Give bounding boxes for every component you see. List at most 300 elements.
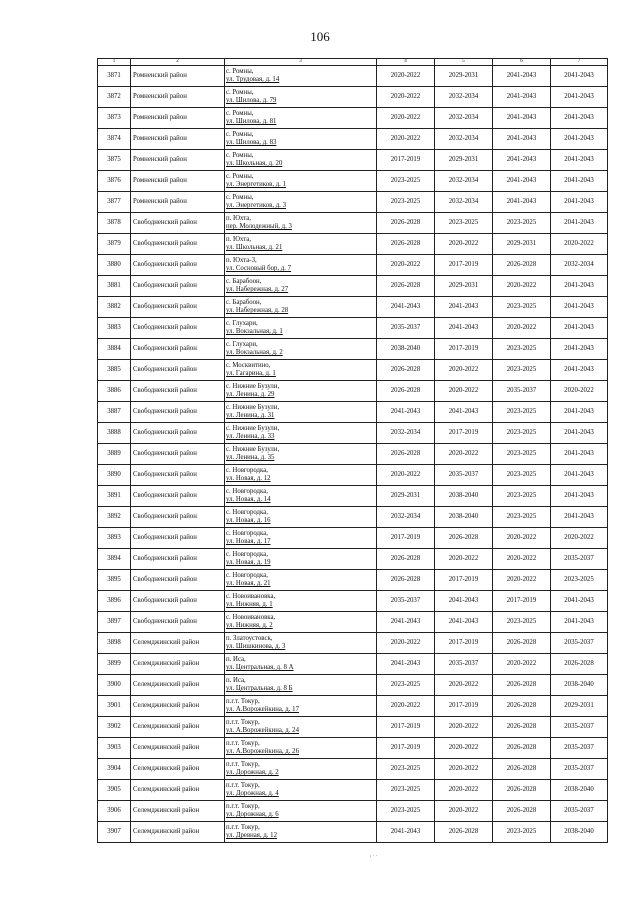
period-cell: 2041-2043 bbox=[493, 108, 551, 129]
address-cell bbox=[225, 423, 377, 444]
period-cell: 2020-2022 bbox=[493, 549, 551, 570]
period-cell: 2038-2040 bbox=[435, 507, 493, 528]
address-cell bbox=[225, 465, 377, 486]
district-cell: Свободненский район bbox=[131, 318, 225, 339]
period-cell: 2023-2025 bbox=[377, 675, 435, 696]
address-street: ул. Центральная, д. 8 А bbox=[226, 664, 294, 671]
district-cell: Ромненский район bbox=[131, 129, 225, 150]
address-cell bbox=[225, 612, 377, 633]
period-cell: 2038-2040 bbox=[435, 486, 493, 507]
column-number: 2 bbox=[131, 59, 225, 66]
table-row bbox=[98, 255, 608, 276]
row-number: 3875 bbox=[98, 150, 131, 171]
row-number: 3899 bbox=[98, 654, 131, 675]
table-row bbox=[98, 801, 608, 822]
period-cell: 2017-2019 bbox=[435, 339, 493, 360]
address-settlement: с. Новгородка, bbox=[226, 509, 268, 516]
row-number: 3894 bbox=[98, 549, 131, 570]
period-cell: 2041-2043 bbox=[377, 612, 435, 633]
row-number: 3884 bbox=[98, 339, 131, 360]
table-row bbox=[98, 633, 608, 654]
row-number: 3871 bbox=[98, 66, 131, 87]
address-cell bbox=[225, 675, 377, 696]
address-street: ул. Новая, д. 21 bbox=[226, 580, 271, 587]
district-cell: Свободненский район bbox=[131, 339, 225, 360]
column-number: 1 bbox=[98, 59, 131, 66]
period-cell: 2041-2043 bbox=[551, 276, 608, 297]
row-number: 3883 bbox=[98, 318, 131, 339]
district-cell: Свободненский район bbox=[131, 486, 225, 507]
district-cell: Селемджинский район bbox=[131, 780, 225, 801]
row-number: 3893 bbox=[98, 528, 131, 549]
address-street: ул. Шилова, д. 83 bbox=[226, 139, 277, 146]
period-cell: 2026-2028 bbox=[551, 654, 608, 675]
table-row bbox=[98, 423, 608, 444]
address-cell bbox=[225, 150, 377, 171]
period-cell: 2020-2022 bbox=[435, 234, 493, 255]
period-cell: 2020-2022 bbox=[435, 759, 493, 780]
row-number: 3885 bbox=[98, 360, 131, 381]
address-settlement: с. Ромны, bbox=[226, 173, 254, 180]
period-cell: 2026-2028 bbox=[435, 528, 493, 549]
district-cell: Ромненский район bbox=[131, 87, 225, 108]
row-number: 3897 bbox=[98, 612, 131, 633]
period-cell: 2023-2025 bbox=[493, 822, 551, 843]
table-row bbox=[98, 738, 608, 759]
address-cell bbox=[225, 192, 377, 213]
period-cell: 2038-2040 bbox=[551, 780, 608, 801]
district-cell: Свободненский район bbox=[131, 444, 225, 465]
district-cell: Селемджинский район bbox=[131, 654, 225, 675]
period-cell: 2020-2022 bbox=[493, 276, 551, 297]
district-cell: Свободненский район bbox=[131, 528, 225, 549]
period-cell: 2041-2043 bbox=[551, 87, 608, 108]
column-number: 6 bbox=[493, 59, 551, 66]
period-cell: 2041-2043 bbox=[551, 318, 608, 339]
row-number: 3905 bbox=[98, 780, 131, 801]
district-cell: Селемджинский район bbox=[131, 675, 225, 696]
column-number-row bbox=[98, 59, 608, 66]
period-cell: 2026-2028 bbox=[377, 234, 435, 255]
row-number: 3877 bbox=[98, 192, 131, 213]
district-cell: Свободненский район bbox=[131, 234, 225, 255]
address-cell bbox=[225, 213, 377, 234]
row-number: 3895 bbox=[98, 570, 131, 591]
period-cell: 2041-2043 bbox=[551, 108, 608, 129]
address-cell bbox=[225, 360, 377, 381]
period-cell: 2023-2025 bbox=[493, 423, 551, 444]
address-cell bbox=[225, 276, 377, 297]
row-number: 3898 bbox=[98, 633, 131, 654]
period-cell: 2023-2025 bbox=[493, 339, 551, 360]
table-row bbox=[98, 171, 608, 192]
address-cell bbox=[225, 759, 377, 780]
district-cell: Свободненский район bbox=[131, 612, 225, 633]
table-row bbox=[98, 276, 608, 297]
period-cell: 2023-2025 bbox=[377, 171, 435, 192]
period-cell: 2020-2022 bbox=[493, 318, 551, 339]
district-cell: Свободненский район bbox=[131, 360, 225, 381]
period-cell: 2026-2028 bbox=[377, 570, 435, 591]
address-cell bbox=[225, 801, 377, 822]
period-cell: 2041-2043 bbox=[551, 150, 608, 171]
period-cell: 2029-2031 bbox=[493, 234, 551, 255]
period-cell: 2035-2037 bbox=[551, 759, 608, 780]
address-street: ул. Шилова, д. 79 bbox=[226, 97, 277, 104]
period-cell: 2017-2019 bbox=[377, 150, 435, 171]
period-cell: 2032-2034 bbox=[435, 129, 493, 150]
district-cell: Ромненский район bbox=[131, 150, 225, 171]
period-cell: 2026-2028 bbox=[493, 717, 551, 738]
period-cell: 2020-2022 bbox=[435, 360, 493, 381]
address-cell bbox=[225, 591, 377, 612]
district-cell: Свободненский район bbox=[131, 570, 225, 591]
table-row bbox=[98, 318, 608, 339]
table-row bbox=[98, 570, 608, 591]
address-settlement: с. Нижние Бузули, bbox=[226, 446, 280, 453]
address-settlement: с. Москвитино, bbox=[226, 362, 271, 369]
period-cell: 2023-2025 bbox=[493, 213, 551, 234]
address-street: ул. Древная, д. 12 bbox=[226, 832, 277, 839]
period-cell: 2041-2043 bbox=[551, 213, 608, 234]
period-cell: 2032-2034 bbox=[377, 507, 435, 528]
period-cell: 2041-2043 bbox=[435, 297, 493, 318]
period-cell: 2041-2043 bbox=[435, 612, 493, 633]
period-cell: 2041-2043 bbox=[551, 423, 608, 444]
address-cell bbox=[225, 549, 377, 570]
period-cell: 2020-2022 bbox=[551, 381, 608, 402]
period-cell: 2020-2022 bbox=[435, 780, 493, 801]
district-cell: Селемджинский район bbox=[131, 822, 225, 843]
address-street: ул. Ленина, д. 35 bbox=[226, 454, 275, 461]
address-cell bbox=[225, 297, 377, 318]
row-number: 3907 bbox=[98, 822, 131, 843]
address-cell bbox=[225, 444, 377, 465]
row-number: 3874 bbox=[98, 129, 131, 150]
period-cell: 2026-2028 bbox=[493, 738, 551, 759]
period-cell: 2035-2037 bbox=[377, 591, 435, 612]
period-cell: 2020-2022 bbox=[551, 234, 608, 255]
district-cell: Ромненский район bbox=[131, 192, 225, 213]
address-settlement: с. Новоивановка, bbox=[226, 593, 276, 600]
table-row bbox=[98, 87, 608, 108]
period-cell: 2020-2022 bbox=[377, 66, 435, 87]
address-settlement: с. Глухари, bbox=[226, 341, 258, 348]
period-cell: 2041-2043 bbox=[493, 66, 551, 87]
row-number: 3889 bbox=[98, 444, 131, 465]
address-settlement: п.г.т. Токур, bbox=[226, 698, 260, 705]
address-street: ул. Набережная, д. 28 bbox=[226, 307, 289, 314]
period-cell: 2020-2022 bbox=[493, 570, 551, 591]
address-street: ул. Дорожная, д. 4 bbox=[226, 790, 279, 797]
address-settlement: п. Юхта, bbox=[226, 215, 252, 222]
table-row bbox=[98, 150, 608, 171]
period-cell: 2020-2022 bbox=[435, 675, 493, 696]
address-street: ул. А.Ворожейкина, д. 17 bbox=[226, 706, 299, 713]
period-cell: 2020-2022 bbox=[435, 444, 493, 465]
district-cell: Ромненский район bbox=[131, 66, 225, 87]
district-cell: Свободненский район bbox=[131, 507, 225, 528]
address-cell bbox=[225, 570, 377, 591]
period-cell: 2035-2037 bbox=[551, 738, 608, 759]
address-cell bbox=[225, 486, 377, 507]
address-street: ул. Школьная, д. 20 bbox=[226, 160, 283, 167]
address-street: ул. Нижняя, д. 2 bbox=[226, 622, 273, 629]
column-number: 3 bbox=[225, 59, 377, 66]
address-street: ул. Вокзальная, д. 2 bbox=[226, 349, 283, 356]
address-cell bbox=[225, 87, 377, 108]
period-cell: 2017-2019 bbox=[435, 423, 493, 444]
row-number: 3879 bbox=[98, 234, 131, 255]
period-cell: 2035-2037 bbox=[551, 717, 608, 738]
address-street: ул. Вокзальная, д. 1 bbox=[226, 328, 283, 335]
address-settlement: п.г.т. Токур, bbox=[226, 803, 260, 810]
address-settlement: с. Нижние Бузули, bbox=[226, 425, 280, 432]
period-cell: 2017-2019 bbox=[435, 696, 493, 717]
district-cell: Свободненский район bbox=[131, 255, 225, 276]
address-street: ул. Ленина, д. 31 bbox=[226, 412, 275, 419]
address-street: ул. Дорожная, д. 2 bbox=[226, 769, 279, 776]
address-settlement: с. Ромны, bbox=[226, 68, 254, 75]
table-row bbox=[98, 717, 608, 738]
address-street: ул. Новая, д. 17 bbox=[226, 538, 271, 545]
address-settlement: п.г.т. Токур, bbox=[226, 761, 260, 768]
address-settlement: с. Барабоон, bbox=[226, 299, 262, 306]
period-cell: 2017-2019 bbox=[435, 633, 493, 654]
table-row bbox=[98, 402, 608, 423]
address-street: ул. Энергетиков, д. 1 bbox=[226, 181, 286, 188]
address-settlement: с. Глухари, bbox=[226, 320, 258, 327]
period-cell: 2020-2022 bbox=[435, 381, 493, 402]
period-cell: 2026-2028 bbox=[493, 780, 551, 801]
period-cell: 2032-2034 bbox=[435, 192, 493, 213]
district-cell: Свободненский район bbox=[131, 276, 225, 297]
table-row bbox=[98, 444, 608, 465]
address-cell bbox=[225, 633, 377, 654]
address-street: пер. Молодежный, д. 3 bbox=[226, 223, 292, 230]
period-cell: 2038-2040 bbox=[551, 675, 608, 696]
period-cell: 2020-2022 bbox=[435, 549, 493, 570]
address-street: ул. Дорожная, д. 6 bbox=[226, 811, 279, 818]
table-row bbox=[98, 66, 608, 87]
period-cell: 2017-2019 bbox=[377, 528, 435, 549]
address-cell bbox=[225, 129, 377, 150]
address-cell bbox=[225, 234, 377, 255]
table-row bbox=[98, 465, 608, 486]
district-cell: Ромненский район bbox=[131, 108, 225, 129]
period-cell: 2020-2022 bbox=[435, 717, 493, 738]
address-settlement: п. Златоустовск, bbox=[226, 635, 273, 642]
table-row bbox=[98, 675, 608, 696]
period-cell: 2035-2037 bbox=[551, 549, 608, 570]
address-settlement: с. Новгородка, bbox=[226, 572, 268, 579]
address-cell bbox=[225, 318, 377, 339]
period-cell: 2026-2028 bbox=[377, 213, 435, 234]
period-cell: 2041-2043 bbox=[435, 318, 493, 339]
address-cell bbox=[225, 255, 377, 276]
address-settlement: п.г.т. Токур, bbox=[226, 719, 260, 726]
address-street: ул. Школьная, д. 21 bbox=[226, 244, 283, 251]
period-cell: 2023-2025 bbox=[493, 612, 551, 633]
period-cell: 2041-2043 bbox=[551, 486, 608, 507]
period-cell: 2026-2028 bbox=[493, 801, 551, 822]
row-number: 3902 bbox=[98, 717, 131, 738]
period-cell: 2020-2022 bbox=[377, 696, 435, 717]
address-cell bbox=[225, 108, 377, 129]
period-cell: 2041-2043 bbox=[551, 402, 608, 423]
period-cell: 2041-2043 bbox=[377, 297, 435, 318]
period-cell: 2023-2025 bbox=[435, 213, 493, 234]
housing-register-table bbox=[97, 58, 608, 843]
address-settlement: п.г.т. Токур, bbox=[226, 782, 260, 789]
period-cell: 2023-2025 bbox=[493, 465, 551, 486]
address-street: ул. Новая, д. 14 bbox=[226, 496, 271, 503]
period-cell: 2041-2043 bbox=[551, 444, 608, 465]
address-street: ул. Новая, д. 16 bbox=[226, 517, 271, 524]
address-cell bbox=[225, 402, 377, 423]
address-settlement: с. Новгородка, bbox=[226, 488, 268, 495]
period-cell: 2041-2043 bbox=[493, 129, 551, 150]
row-number: 3876 bbox=[98, 171, 131, 192]
district-cell: Свободненский район bbox=[131, 423, 225, 444]
period-cell: 2035-2037 bbox=[377, 318, 435, 339]
period-cell: 2041-2043 bbox=[551, 465, 608, 486]
address-street: ул. Центральная, д. 8 Б bbox=[226, 685, 293, 692]
period-cell: 2041-2043 bbox=[551, 339, 608, 360]
column-number: 7 bbox=[551, 59, 608, 66]
period-cell: 2020-2022 bbox=[493, 654, 551, 675]
period-cell: 2035-2037 bbox=[435, 654, 493, 675]
period-cell: 2032-2034 bbox=[435, 87, 493, 108]
period-cell: 2020-2022 bbox=[493, 528, 551, 549]
period-cell: 2038-2040 bbox=[551, 822, 608, 843]
address-settlement: с. Нижние Бузули, bbox=[226, 383, 280, 390]
period-cell: 2041-2043 bbox=[493, 171, 551, 192]
period-cell: 2032-2034 bbox=[435, 171, 493, 192]
period-cell: 2029-2031 bbox=[435, 150, 493, 171]
table-row bbox=[98, 192, 608, 213]
period-cell: 2020-2022 bbox=[377, 108, 435, 129]
column-number: 4 bbox=[377, 59, 435, 66]
period-cell: 2023-2025 bbox=[377, 192, 435, 213]
table-row bbox=[98, 654, 608, 675]
period-cell: 2035-2037 bbox=[551, 801, 608, 822]
address-settlement: п.г.т. Токур, bbox=[226, 824, 260, 831]
district-cell: Свободненский район bbox=[131, 465, 225, 486]
address-street: ул. Энергетиков, д. 3 bbox=[226, 202, 286, 209]
period-cell: 2032-2034 bbox=[551, 255, 608, 276]
period-cell: 2023-2025 bbox=[493, 444, 551, 465]
period-cell: 2035-2037 bbox=[493, 381, 551, 402]
address-cell bbox=[225, 738, 377, 759]
address-street: ул. Сосновый бор, д. 7 bbox=[226, 265, 292, 272]
period-cell: 2023-2025 bbox=[493, 486, 551, 507]
district-cell: Свободненский район bbox=[131, 591, 225, 612]
period-cell: 2041-2043 bbox=[377, 822, 435, 843]
period-cell: 2017-2019 bbox=[435, 570, 493, 591]
table-row bbox=[98, 486, 608, 507]
address-street: ул. Набережная, д. 27 bbox=[226, 286, 289, 293]
address-cell bbox=[225, 66, 377, 87]
address-cell bbox=[225, 381, 377, 402]
row-number: 3904 bbox=[98, 759, 131, 780]
period-cell: 2041-2043 bbox=[493, 87, 551, 108]
address-settlement: с. Новгородка, bbox=[226, 467, 268, 474]
address-street: ул. Новая, д. 12 bbox=[226, 475, 271, 482]
period-cell: 2017-2019 bbox=[377, 738, 435, 759]
address-settlement: п. Иса, bbox=[226, 677, 246, 684]
table-row bbox=[98, 612, 608, 633]
row-number: 3888 bbox=[98, 423, 131, 444]
page-number: 106 bbox=[310, 29, 330, 44]
row-number: 3906 bbox=[98, 801, 131, 822]
district-cell: Свободненский район bbox=[131, 549, 225, 570]
table-row bbox=[98, 528, 608, 549]
address-street: ул. Трудовая, д. 14 bbox=[226, 76, 280, 83]
row-number: 3873 bbox=[98, 108, 131, 129]
period-cell: 2032-2034 bbox=[435, 108, 493, 129]
period-cell: 2041-2043 bbox=[435, 402, 493, 423]
address-settlement: с. Ромны, bbox=[226, 110, 254, 117]
period-cell: 2029-2031 bbox=[435, 276, 493, 297]
period-cell: 2020-2022 bbox=[377, 465, 435, 486]
row-number: 3882 bbox=[98, 297, 131, 318]
period-cell: 2026-2028 bbox=[493, 759, 551, 780]
table-row bbox=[98, 507, 608, 528]
period-cell: 2023-2025 bbox=[493, 360, 551, 381]
table-row bbox=[98, 339, 608, 360]
period-cell: 2020-2022 bbox=[377, 633, 435, 654]
address-cell bbox=[225, 507, 377, 528]
column-number: 5 bbox=[435, 59, 493, 66]
period-cell: 2035-2037 bbox=[551, 633, 608, 654]
period-cell: 2041-2043 bbox=[551, 297, 608, 318]
address-settlement: с. Новоивановка, bbox=[226, 614, 276, 621]
table-row bbox=[98, 759, 608, 780]
period-cell: 2041-2043 bbox=[551, 360, 608, 381]
address-settlement: п. Юхта, bbox=[226, 236, 252, 243]
period-cell: 2035-2037 bbox=[435, 465, 493, 486]
address-cell bbox=[225, 780, 377, 801]
row-number: 3900 bbox=[98, 675, 131, 696]
district-cell: Ромненский район bbox=[131, 171, 225, 192]
address-settlement: с. Ромны, bbox=[226, 152, 254, 159]
table-row bbox=[98, 696, 608, 717]
address-settlement: с. Ромны, bbox=[226, 194, 254, 201]
address-cell bbox=[225, 528, 377, 549]
period-cell: 2026-2028 bbox=[377, 381, 435, 402]
period-cell: 2020-2022 bbox=[377, 129, 435, 150]
row-number: 3892 bbox=[98, 507, 131, 528]
address-street: ул. Ленина, д. 33 bbox=[226, 433, 275, 440]
address-settlement: с. Нижние Бузули, bbox=[226, 404, 280, 411]
period-cell: 2029-2031 bbox=[551, 696, 608, 717]
table-row bbox=[98, 234, 608, 255]
period-cell: 2026-2028 bbox=[377, 444, 435, 465]
period-cell: 2041-2043 bbox=[493, 192, 551, 213]
table-row bbox=[98, 129, 608, 150]
table-row bbox=[98, 297, 608, 318]
address-cell bbox=[225, 696, 377, 717]
address-cell bbox=[225, 654, 377, 675]
period-cell: 2038-2040 bbox=[377, 339, 435, 360]
address-settlement: п. Иса, bbox=[226, 656, 246, 663]
row-number: 3886 bbox=[98, 381, 131, 402]
period-cell: 2023-2025 bbox=[493, 507, 551, 528]
table-row bbox=[98, 213, 608, 234]
period-cell: 2023-2025 bbox=[377, 780, 435, 801]
address-street: ул. Гагарина, д. 1 bbox=[226, 370, 276, 377]
